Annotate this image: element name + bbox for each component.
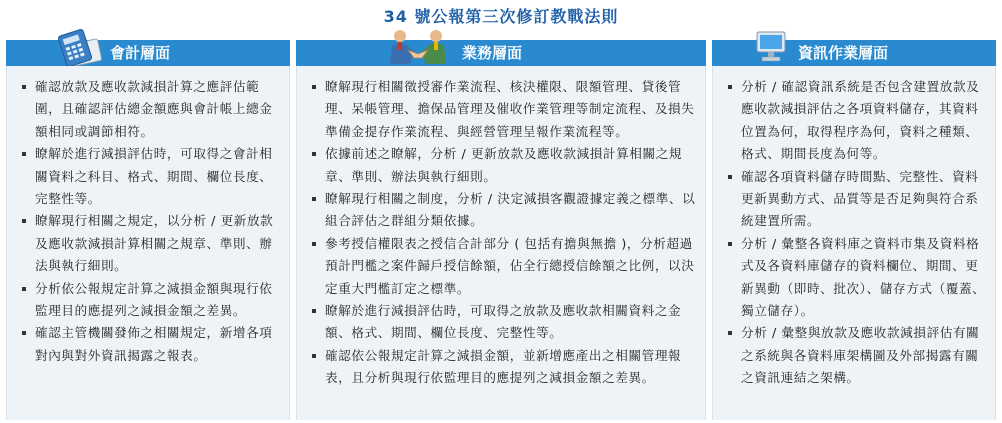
list-item: 瞭解現行相關徵授審作業流程、核決權限、限額管理、貸後管理、呆帳管理、擔保品管理及催收作業管理等制定流程、及損失準備金提存作業流程、與經營管理呈報作業流程等。	[311, 76, 697, 143]
column-header-it-operations	[712, 40, 996, 66]
computer-icon	[754, 30, 788, 64]
item-list	[727, 76, 987, 390]
item-list	[21, 76, 281, 367]
column-body	[6, 66, 290, 420]
column-title: 會計層面	[110, 44, 171, 62]
column-header-business	[296, 40, 706, 66]
column-title: 資訊作業層面	[798, 44, 889, 62]
page-title: 34 號公報第三次修訂教戰法則	[383, 7, 619, 26]
list-item: 確認主管機關發佈之相關規定，新增各項對內與對外資訊揭露之報表。	[21, 322, 281, 367]
list-item: 瞭解於進行減損評估時，可取得之放款及應收款相關資料之金額、格式、期間、欄位長度、完整性等。	[311, 300, 697, 345]
handshake-icon	[388, 28, 448, 66]
list-item: 參考授信權限表之授信合計部分 ( 包括有擔與無擔 )，分析超過預計門檻之案件歸戶授信餘額，佔全行總授信餘額之比例，以決定重大門檻訂定之標準。	[311, 233, 697, 300]
list-item: 確認放款及應收款減損計算之應評估範圍，且確認評估總金額應與會計帳上總金額相同或調節相符。	[21, 76, 281, 143]
list-item: 瞭解於進行減損評估時，可取得之會計相關資料之科目、格式、期間、欄位長度、完整性等。	[21, 143, 281, 210]
column-it-operations	[712, 40, 996, 420]
list-item: 瞭解現行相關之規定，以分析 / 更新放款及應收款減損計算相關之規章、準則、辦法與執行細則。	[21, 210, 281, 277]
list-item: 分析 / 彙整各資料庫之資料市集及資料格式及各資料庫儲存的資料欄位、期間、更新異動（即時、批次）、儲存方式（覆蓋、獨立儲存）。	[727, 233, 987, 323]
list-item: 分析 / 彙整與放款及應收款減損評估有關之系統與各資料庫架構圖及外部揭露有關之資訊連結之架構。	[727, 322, 987, 389]
list-item: 確認各項資料儲存時間點、完整性、資料更新異動方式、品質等是否足夠與符合系統建置所需。	[727, 166, 987, 233]
list-item: 確認依公報規定計算之減損金額，並新增應產出之相關管理報表，且分析與現行依監理目的應提列之減損金額之差異。	[311, 345, 697, 390]
list-item: 瞭解現行相關之制度，分析 / 決定減損客觀證據定義之標準、以組合評估之群組分類依據。	[311, 188, 697, 233]
column-body	[296, 66, 706, 420]
list-item: 依據前述之瞭解，分析 / 更新放款及應收款減損計算相關之規章、準則、辦法與執行細則。	[311, 143, 697, 188]
column-header-accounting	[6, 40, 290, 66]
column-body	[712, 66, 996, 420]
list-item: 分析依公報規定計算之減損金額與現行依監理目的應提列之減損金額之差異。	[21, 278, 281, 323]
column-accounting	[6, 40, 290, 420]
item-list	[311, 76, 697, 390]
column-title: 業務層面	[462, 44, 523, 62]
list-item: 分析 / 確認資訊系統是否包含建置放款及應收款減損評估之各項資料儲存，其資料位置為何，取得程序為何，資料之種類、格式、期間長度為何等。	[727, 76, 987, 166]
column-business	[296, 40, 706, 420]
calculator-icon	[56, 28, 102, 68]
